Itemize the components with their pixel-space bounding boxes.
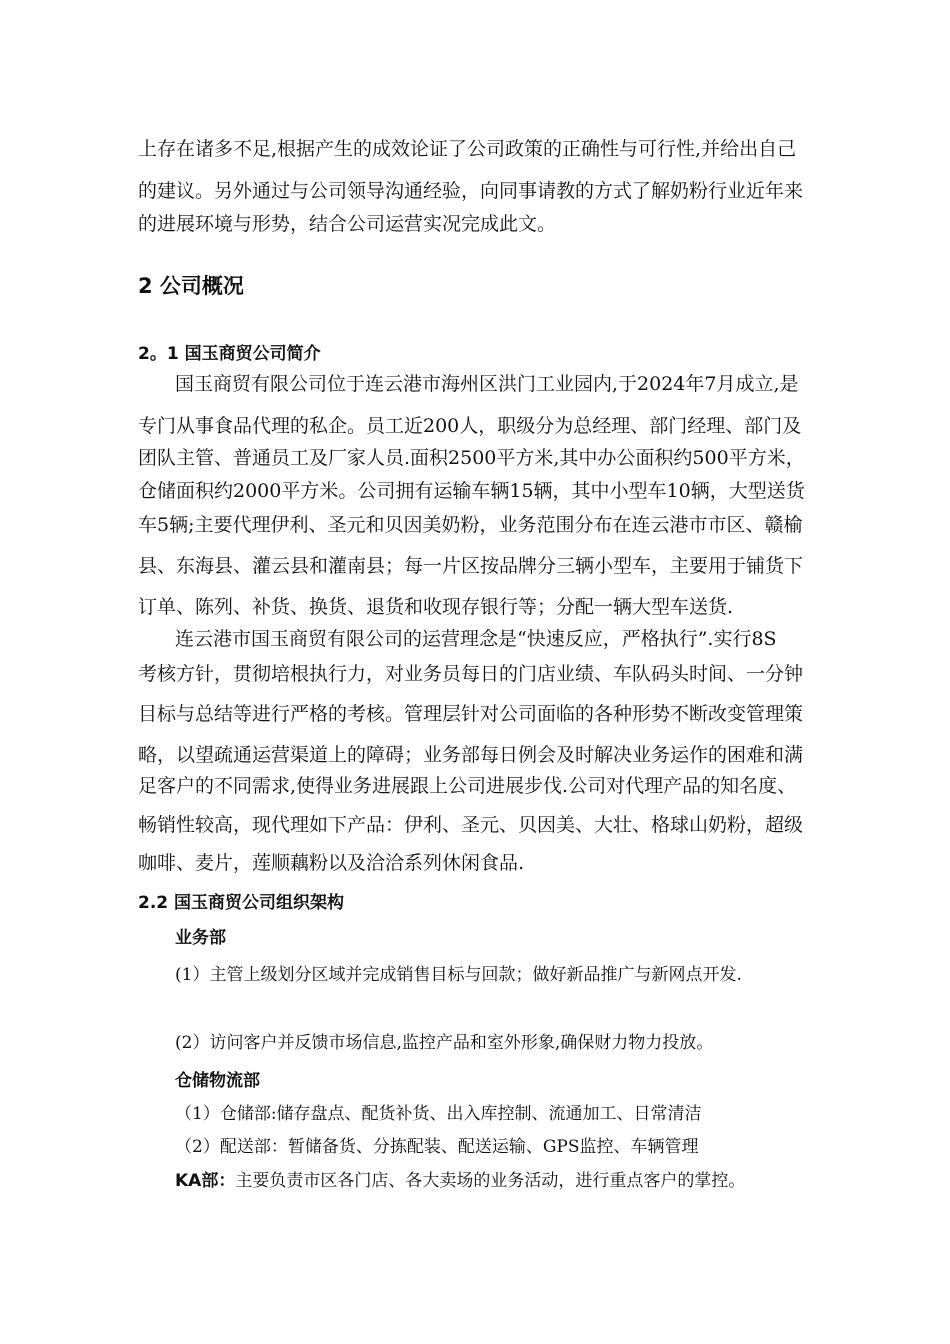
paragraph-1-line-7: 订单、陈列、补货、换货、退货和收现存银行等；分配一辆大型车送货.	[138, 596, 734, 618]
ka-dept-label: KA部：	[175, 1171, 236, 1191]
ka-dept-text: 主要负责市区各门店、各大卖场的业务活动，进行重点客户的掌控。	[235, 1171, 746, 1191]
ka-dept-line	[175, 1166, 745, 1191]
paragraph-1-line-1: 国玉商贸有限公司位于连云港市海州区洪门工业园内,于2024年7月成立,是	[175, 373, 799, 395]
paragraph-1-line-4: 仓储面积约2000平方米。公司拥有运输车辆15辆，其中小型车10辆，大型送货	[138, 480, 805, 502]
storage-dept-heading: 仓储物流部	[175, 1071, 260, 1091]
subsection-heading-2-2: 2.2 国玉商贸公司组织架构	[138, 893, 345, 913]
paragraph-2-line-6: 畅销性较高，现代理如下产品：伊利、圣元、贝因美、大壮、格球山奶粉，超级	[138, 814, 804, 836]
paragraph-2-line-5: 足客户的不同需求,使得业务进展跟上公司进展步伐.公司对代理产品的知名度、	[138, 775, 797, 797]
storage-item-2: （2）配送部：暂储备货、分拣配装、配送运输、GPS监控、车辆管理	[175, 1137, 699, 1157]
business-item-1: (1）主管上级划分区域并完成销售目标与回款；做好新品推广与新网点开发.	[175, 965, 742, 985]
paragraph-2-line-7: 咖啡、麦片，莲顺藕粉以及洽洽系列休闲食品.	[138, 852, 525, 874]
intro-line-2: 的建议。另外通过与公司领导沟通经验，向同事请教的方式了解奶粉行业近年来	[138, 180, 804, 202]
intro-line-3: 的进展环境与形势，结合公司运营实况完成此文。	[138, 213, 557, 235]
paragraph-1-line-5: 车5辆;主要代理伊利、圣元和贝因美奶粉，业务范围分布在连云港市市区、赣榆	[138, 514, 803, 536]
paragraph-1-line-6: 县、东海县、灌云县和灌南县；每一片区按品牌分三辆小型车，主要用于铺货下	[138, 555, 804, 577]
paragraph-2-line-3: 目标与总结等进行严格的考核。管理层针对公司面临的各种形势不断改变管理策	[138, 703, 804, 725]
paragraph-1-line-3: 团队主管、普通员工及厂家人员.面积2500平方米,其中办公面积约500平方米，	[138, 447, 805, 469]
section-heading: 2 公司概况	[138, 274, 244, 298]
paragraph-1-line-2: 专门从事食品代理的私企。员工近200人，职级分为总经理、部门经理、部门及	[138, 415, 802, 437]
business-dept-heading: 业务部	[175, 928, 226, 948]
storage-item-1: （1）仓储部:储存盘点、配货补货、出入库控制、流通加工、日常清洁	[175, 1104, 702, 1124]
business-item-2: (2）访问客户并反馈市场信息,监控产品和室外形象,确保财力物力投放。	[175, 1033, 714, 1053]
intro-line-1: 上存在诸多不足,根据产生的成效论证了公司政策的正确性与可行性,并给出自己	[138, 138, 797, 160]
paragraph-2-line-1: 连云港市国玉商贸有限公司的运营理念是“快速反应，严格执行”.实行8S	[175, 628, 777, 650]
paragraph-2-line-4: 略，以望疏通运营渠道上的障碍；业务部每日例会及时解决业务运作的困难和满	[138, 744, 804, 766]
subsection-heading-2-1: 2。1 国玉商贸公司简介	[138, 344, 321, 364]
paragraph-2-line-2: 考核方针，贯彻培根执行力，对业务员每日的门店业绩、车队码头时间、一分钟	[138, 663, 804, 685]
